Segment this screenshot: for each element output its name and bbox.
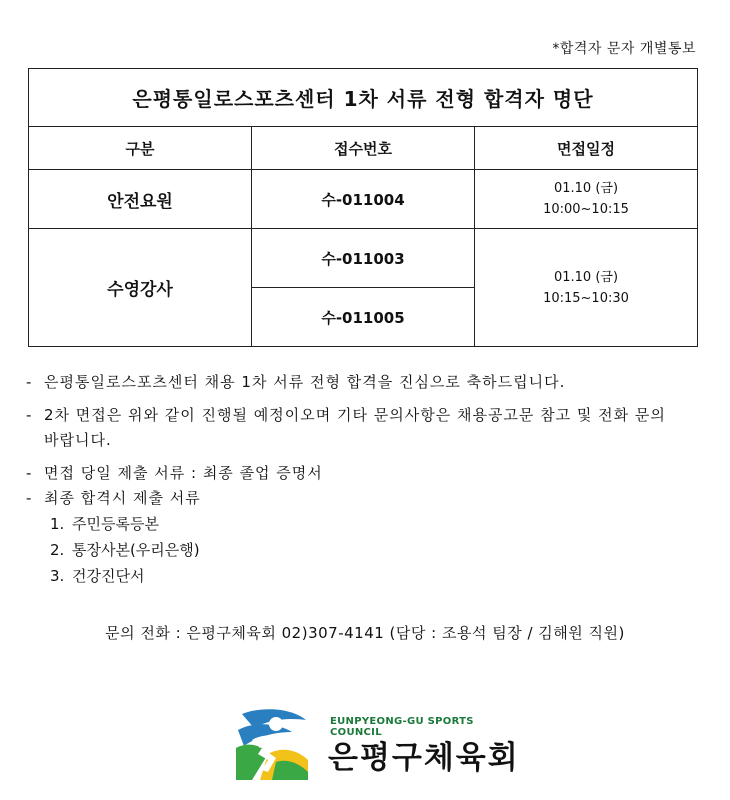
schedule-cell [475, 170, 698, 229]
note-item: - 면접 당일 제출 서류 : 최종 졸업 증명서 [26, 461, 686, 486]
logo-english-text: EUNPYEONG-GU SPORTS COUNCIL [330, 716, 474, 738]
notes-list [26, 370, 686, 589]
council-emblem-icon [232, 706, 310, 782]
table-row [29, 229, 698, 288]
number-cell: 수-011004 [252, 170, 475, 229]
documents-list [26, 511, 686, 589]
schedule-date: 01.10 (금) [553, 269, 619, 285]
council-logo [232, 706, 522, 786]
schedule-time: 10:00~10:15 [543, 202, 629, 217]
note-item: - 은평통일로스포츠센터 채용 1차 서류 전형 합격을 진심으로 축하드립니다. [26, 370, 686, 395]
note-text: 최종 합격시 제출 서류 [44, 489, 201, 507]
table-title: 은평통일로스포츠센터 1차 서류 전형 합격자 명단 [29, 69, 698, 127]
header-schedule: 면접일정 [475, 127, 698, 170]
schedule-time: 10:15~10:30 [543, 290, 629, 306]
header-number: 접수번호 [252, 127, 475, 170]
contact-info: 문의 전화 : 은평구체육회 02)307-4141 (담당 : 조용석 팀장 / 김해원 직원) [105, 624, 625, 642]
category-cell: 수영강사 [29, 229, 252, 347]
note-item: - 최종 합격시 제출 서류 [26, 486, 686, 511]
notice-top: *합격자 문자 개별통보 [552, 41, 696, 57]
note-text: 은평통일로스포츠센터 채용 1차 서류 전형 합격을 진심으로 축하드립니다. [44, 373, 566, 391]
note-item: - 2차 면접은 위와 같이 진행될 예정이오며 기타 문의사항은 채용공고문 참고 및 전화 문의 바랍니다. [26, 403, 686, 453]
list-item: 3. 건강진단서 [50, 567, 145, 585]
results-table [28, 68, 698, 347]
number-cell: 수-011005 [252, 288, 475, 347]
list-item: 1. 주민등록등본 [50, 515, 159, 533]
logo-korean-text: 은평구체육회 [328, 740, 520, 776]
schedule-date: 01.10 (금) [553, 181, 619, 196]
category-cell: 안전요원 [29, 170, 252, 229]
list-item: 2. 통장사본(우리은행) [50, 541, 200, 559]
table-row [29, 170, 698, 229]
schedule-cell [475, 229, 698, 347]
header-category: 구분 [29, 127, 252, 170]
number-cell: 수-011003 [252, 229, 475, 288]
note-text: 2차 면접은 위와 같이 진행될 예정이오며 기타 문의사항은 채용공고문 참고 및 전화 문의 바랍니다. [44, 406, 666, 449]
note-text: 면접 당일 제출 서류 : 최종 졸업 증명서 [44, 464, 323, 482]
